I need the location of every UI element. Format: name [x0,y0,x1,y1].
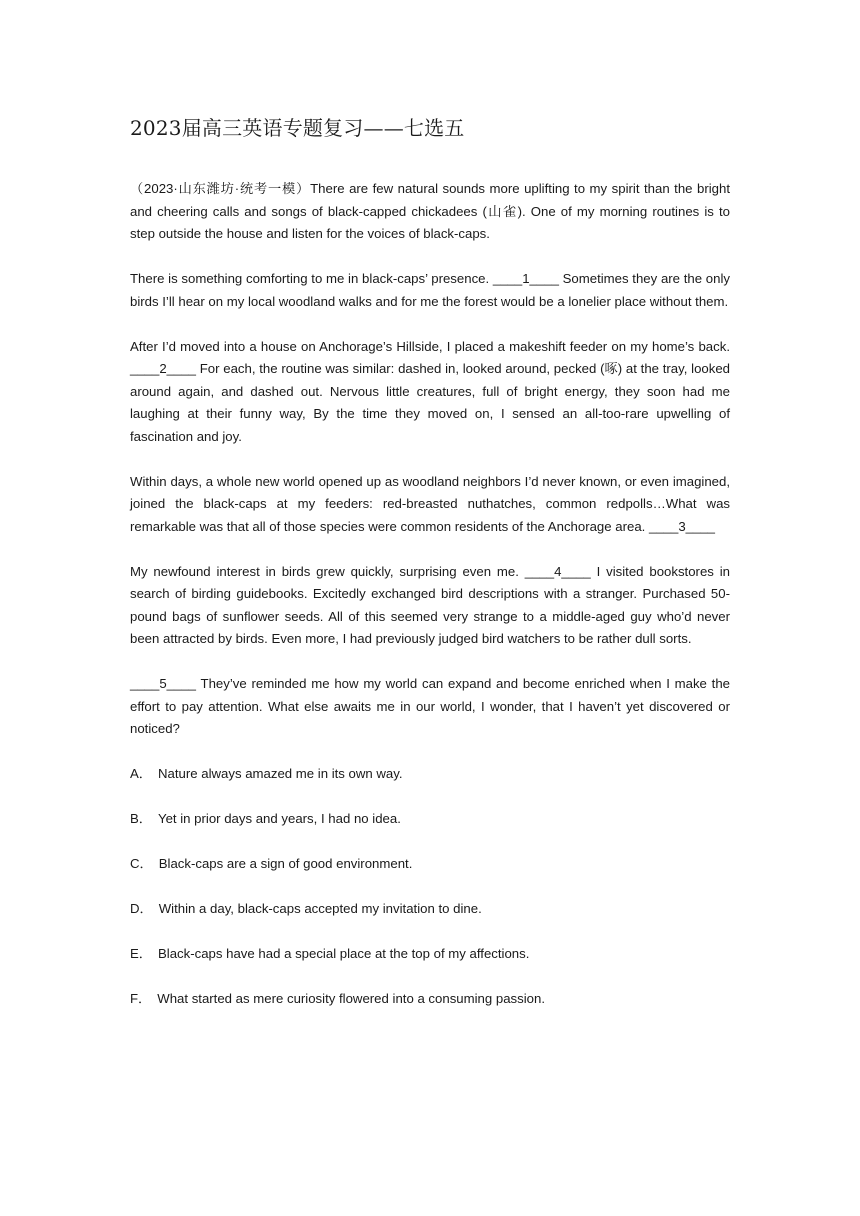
option-c [130,853,730,875]
option-text: Nature always amazed me in its own way. [157,766,403,781]
option-e [130,943,730,965]
document-page [130,112,730,1033]
passage-paragraph-1: （2023·山东潍坊·统考一模）There are few natural sounds more uplifting to my spirit than the bright and cheering calls and songs of black-capped chickadees (山雀). One of my morning routines is to step outside the house and listen for the voices of black-caps. [130,181,730,241]
option-text: Yet in prior days and years, I had no idea. [157,811,401,826]
answer-options [130,763,730,1010]
option-text: Black-caps are a sign of good environment. [158,856,413,871]
passage-paragraph-3: After I’d moved into a house on Anchorage’s Hillside, I placed a makeshift feeder on my home’s back. ____2____ For each, the routine was similar: dashed in, looked around, pecked (啄) at the tray, looked around again, and dashed out. Nervous little creatures, full of bright energy, they soon had me laughing at their funny way, By the time they moved on, I sensed an all-too-rare upwelling of fascination and joy. [130,338,730,444]
passage-paragraph-4: Within days, a whole new world opened up as woodland neighbors I’d never known, or even imagined, joined the black-caps at my feeders: red-breasted nuthatches, common redpolls…What was remarkable was that all of those species were common residents of the Anchorage area. ____3____ [130,473,730,534]
option-letter: D． [130,901,153,916]
passage-paragraph-5: My newfound interest in birds grew quickly, surprising even me. ____4____ I visited bookstores in search of birding guidebooks. Excitedly exchanged bird descriptions with a stranger. Purchased 50-pound bags of sunflower seeds. All of this seemed very strange to a middle-aged guy who’d never been attracted by birds. Even more, I had previously judged bird watchers to be rather dull sorts. [130,563,730,646]
option-letter: E． [130,946,152,961]
option-f [130,988,730,1010]
page-title: 2023届高三英语专题复习——七选五 [130,116,465,140]
option-letter: C． [130,856,153,871]
option-letter: F． [130,991,152,1006]
option-text: Black-caps have had a special place at the top of my affections. [157,946,530,961]
option-text: Within a day, black-caps accepted my invitation to dine. [158,901,482,916]
option-text: What started as mere curiosity flowered into a consuming passion. [157,991,545,1006]
option-b [130,808,730,830]
passage-paragraph-6: ____5____ They’ve reminded me how my world can expand and become enriched when I make the effort to pay attention. What else awaits me in our world, I wonder, that I haven’t yet discovered or noticed? [130,676,730,736]
option-letter: A． [130,766,152,781]
option-d [130,898,730,920]
option-letter: B． [130,811,152,826]
passage-paragraph-2: There is something comforting to me in black-caps’ presence. ____1____ Sometimes they are the only birds I’ll hear on my local woodland walks and for me the forest would be a lonelier place without them. [130,271,730,309]
option-a [130,763,730,785]
